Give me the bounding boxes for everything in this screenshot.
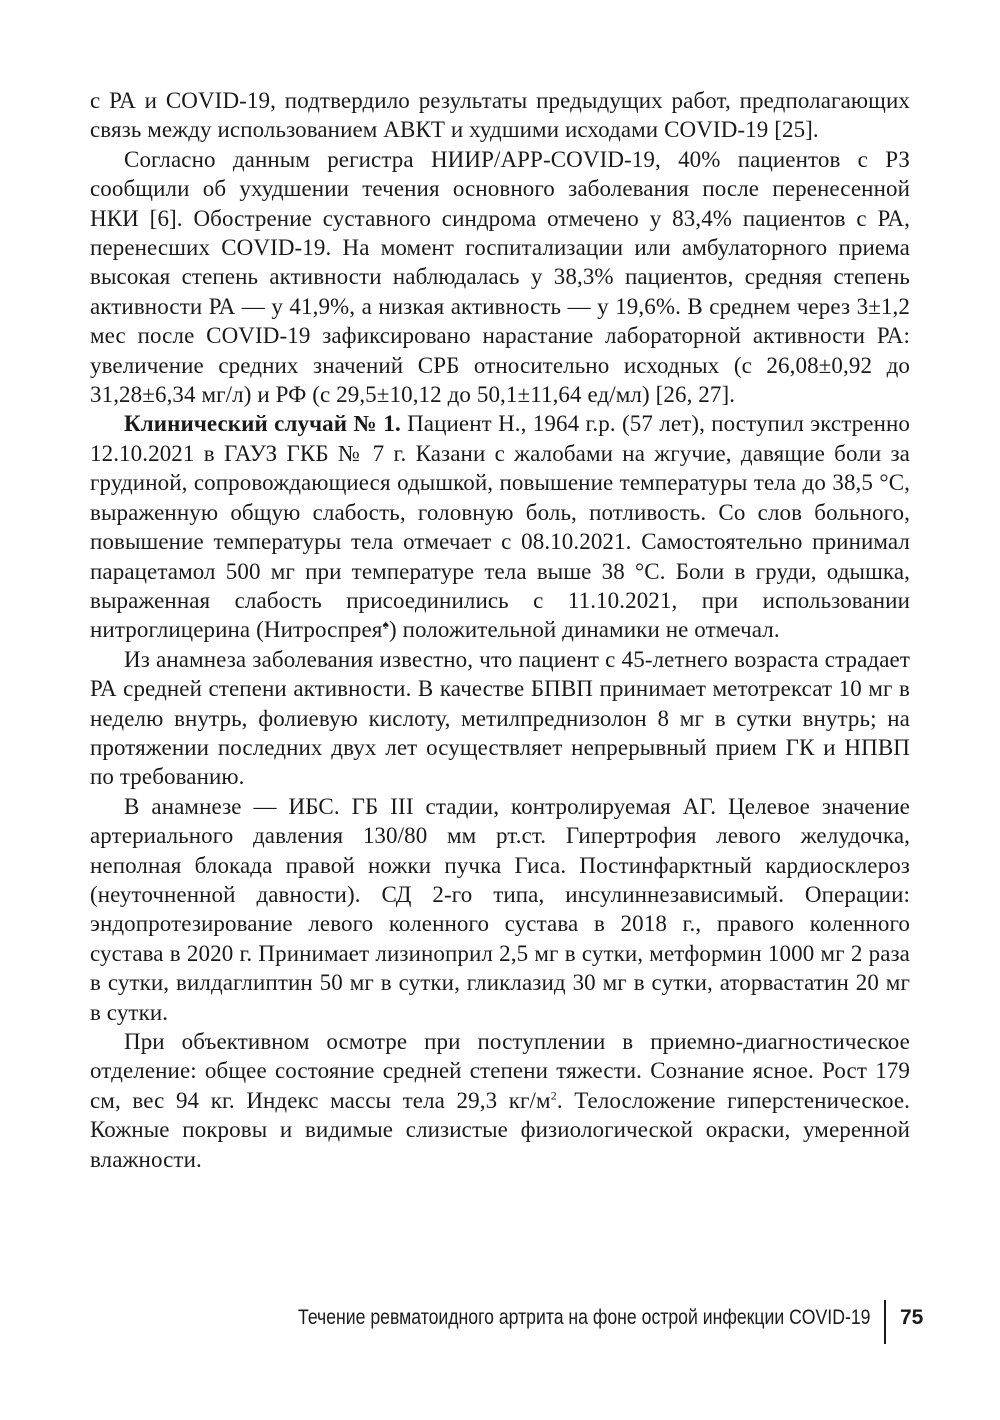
running-title: Течение ревматоидного артрита на фоне острой инфекции COVID-19 xyxy=(297,1306,870,1329)
paragraph-continuation: с РА и COVID-19, подтвердило результаты предыдущих работ, предполагающих связь между использованием АВКТ и худшими исходами COVID-19 [25]. xyxy=(90,88,910,143)
page-number: 75 xyxy=(900,1306,924,1329)
superscript-2: 2 xyxy=(550,1088,557,1103)
paragraph-examination xyxy=(90,1027,910,1174)
footer-divider xyxy=(884,1300,886,1344)
paragraph-clinical-case xyxy=(90,409,910,644)
body-text xyxy=(90,86,910,1174)
paragraph-anamnesis: Из анамнеза заболевания известно, что пациент с 45-летнего возраста страдает РА средней степени активности. В качестве БПВП принимает метотрексат 10 мг в неделю внутрь, фолиевую кислоту, метилпреднизолон 8 мг в сутки внутрь; на протяжении последних двух лет осуществляет непрерывный прием ГК и НПВП по требованию. xyxy=(90,646,910,790)
clinical-case-text: Пациент Н., 1964 г.р. (57 лет), поступил экстренно 12.10.2021 в ГАУЗ ГКБ № 7 г. Казани с жалобами на жгучие, давящие боли за грудиной, сопровождающиеся одышкой, повышение температуры тела до 38,5 °С, выраженную общую слабость, головную боль, потливость. Со слов больного, повышение температуры тела отмечает с 08.10.2021. Самостоятельно принимал парацетамол 500 мг при температуре тела выше 38 °С. Боли в груди, одышка, выраженная слабость присоединились с 11.10.2021, при использовании нитроглицерина (Нитроспрея xyxy=(90,411,910,643)
examination-text-end: . Телосложение гиперстеническое. Кожные покровы и видимые слизистые физиологической окраски, умеренной влажности. xyxy=(90,1087,911,1172)
paragraph-history: В анамнезе — ИБС. ГБ III стадии, контролируемая АГ. Целевое значение артериального давления 130/80 мм рт.ст. Гипертрофия левого желудочка, неполная блокада правой ножки пучка Гиса. Постинфарктный кардиосклероз (неуточненной давности). СД 2-го типа, инсулиннезависимый. Операции: эндопротезирование левого коленного сустава в 2018 г., правого коленного сустава в 2020 г. Принимает лизиноприл 2,5 мг в сутки, метформин 1000 мг 2 раза в сутки, вилдаглиптин 50 мг в сутки, гликлазид 30 мг в сутки, аторвастатин 20 мг в сутки. xyxy=(90,793,910,1025)
clinical-case-heading: Клинический случай № 1. xyxy=(124,411,401,437)
examination-text: При объективном осмотре при поступлении в приемно-диагностическое отделение: общее состояние средней степени тяжести. Сознание ясное. Рост 179 см, вес 94 кг. Индекс массы тела 29,3 кг/м xyxy=(90,1029,910,1113)
page-footer xyxy=(90,1300,924,1344)
paragraph-registry-data: Согласно данным регистра НИИР/АРР-COVID-19, 40% пациентов с РЗ сообщили об ухудшении течения основного заболевания после перенесенной НКИ [6]. Обострение суставного синдрома отмечено у 83,4% пациентов с РА, перенесших COVID-19. На момент госпитализации или амбулаторного приема высокая степень активности наблюдалась у 38,3% пациентов, средняя степень активности РА — у 41,9%, а низкая активность — у 19,6%. В среднем через 3±1,2 мес после COVID-19 зафиксировано нарастание лабораторной активности РА: увеличение средних значений СРБ относительно исходных (с 26,08±0,92 до 31,28±6,34 мг/л) и РФ (с 29,5±10,12 до 50,1±11,64 ед/мл) [26, 27]. xyxy=(90,146,910,408)
registered-mark: ♠ xyxy=(382,617,389,632)
clinical-case-text-end: ) положительной динамики не отмечал. xyxy=(388,617,780,643)
